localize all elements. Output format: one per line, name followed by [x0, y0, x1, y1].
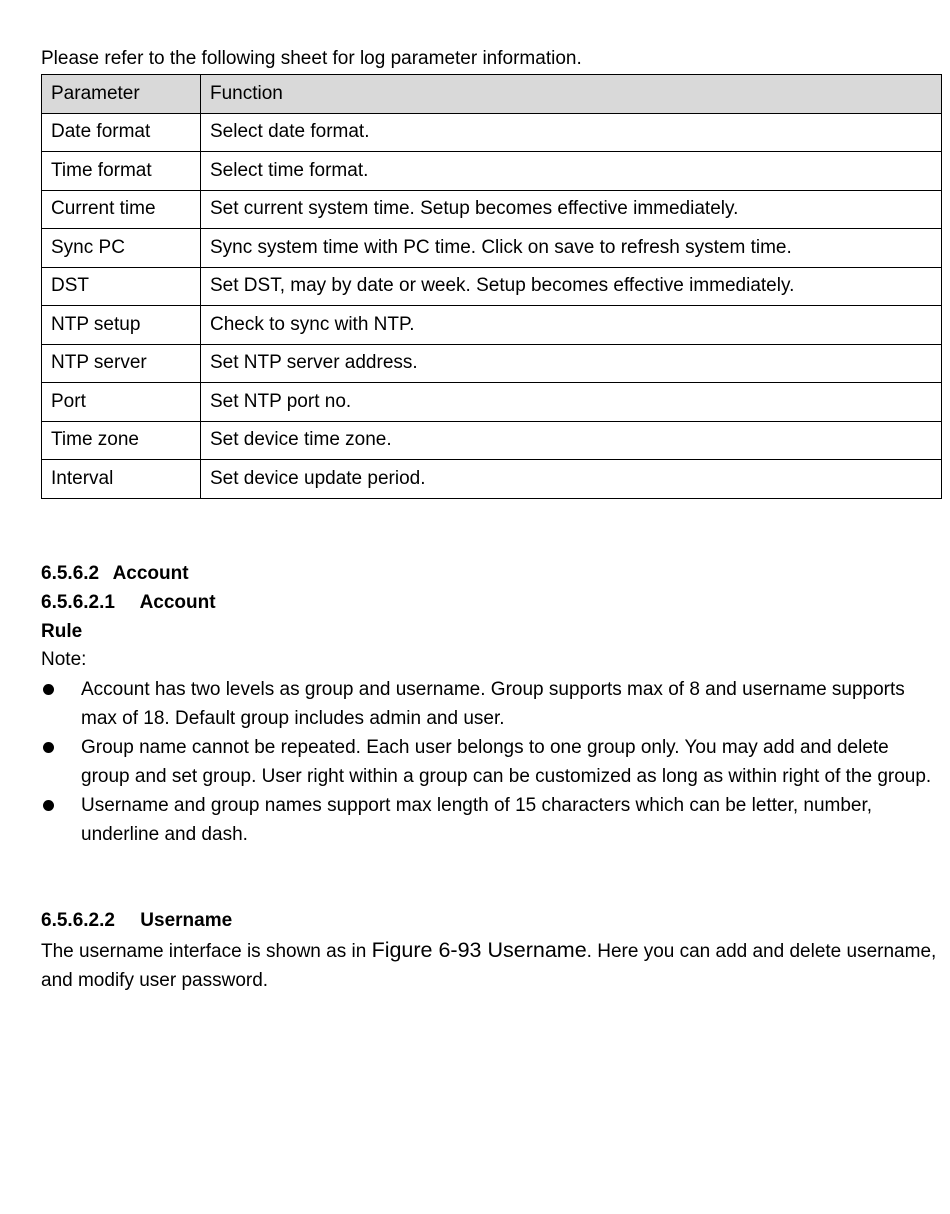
- parameter-table: [41, 74, 942, 499]
- header-parameter: Parameter: [42, 75, 201, 114]
- function-cell: Set device time zone.: [201, 421, 942, 460]
- function-cell: Check to sync with NTP.: [201, 306, 942, 345]
- table-row: [42, 190, 942, 229]
- heading-title: Account: [112, 563, 189, 584]
- list-item: [41, 791, 942, 849]
- parameter-cell: Port: [42, 383, 201, 422]
- parameter-cell: Sync PC: [42, 229, 201, 268]
- parameter-cell: NTP server: [42, 344, 201, 383]
- figure-reference-link[interactable]: Figure 6-93 Username: [371, 938, 587, 962]
- function-cell: Set NTP server address.: [201, 344, 942, 383]
- paragraph-text-after: . Here you can add and delete username, and modify user password.: [41, 941, 937, 991]
- bullet-icon: [43, 800, 54, 811]
- bullet-icon: [43, 742, 54, 753]
- list-item: [41, 733, 942, 791]
- rule-heading: Rule: [41, 621, 83, 642]
- table-row: [42, 460, 942, 499]
- heading-title: Account: [139, 592, 216, 613]
- rule-list: [41, 675, 942, 849]
- bullet-icon: [43, 684, 54, 695]
- paragraph-text-before: The username interface is shown as in: [41, 941, 372, 962]
- parameter-cell: Interval: [42, 460, 201, 499]
- parameter-cell: Date format: [42, 113, 201, 152]
- username-paragraph: [41, 936, 942, 995]
- heading-title: Username: [140, 910, 233, 931]
- function-cell: Set NTP port no.: [201, 383, 942, 422]
- list-item-text: Username and group names support max length of 15 characters which can be letter, number, underline and dash.: [81, 795, 873, 845]
- table-row: [42, 306, 942, 345]
- table-row: [42, 421, 942, 460]
- function-cell: Sync system time with PC time. Click on save to refresh system time.: [201, 229, 942, 268]
- table-row: [42, 383, 942, 422]
- parameter-cell: Time zone: [42, 421, 201, 460]
- function-cell: Set device update period.: [201, 460, 942, 499]
- note-label: Note:: [41, 649, 87, 670]
- header-function: Function: [201, 75, 942, 114]
- intro-text: Please refer to the following sheet for log parameter information.: [41, 48, 582, 69]
- function-cell: Set current system time. Setup becomes effective immediately.: [201, 190, 942, 229]
- parameter-cell: DST: [42, 267, 201, 306]
- table-row: [42, 113, 942, 152]
- function-cell: Select time format.: [201, 152, 942, 191]
- list-item-text: Group name cannot be repeated. Each user belongs to one group only. You may add and delete group and set group. User right within a group can be customized as long as within right of the group.: [81, 737, 932, 787]
- table-row: [42, 344, 942, 383]
- table-header-row: [42, 75, 942, 114]
- heading-number: 6.5.6.2.2: [41, 910, 115, 931]
- table-row: [42, 229, 942, 268]
- list-item: [41, 675, 942, 733]
- heading-username: [41, 909, 232, 933]
- list-item-text: Account has two levels as group and username. Group supports max of 8 and username supports max of 18. Default group includes admin and user.: [81, 679, 905, 729]
- heading-account: [41, 562, 189, 586]
- heading-number: 6.5.6.2: [41, 563, 100, 584]
- parameter-cell: NTP setup: [42, 306, 201, 345]
- table-row: [42, 152, 942, 191]
- parameter-cell: Current time: [42, 190, 201, 229]
- function-cell: Set DST, may by date or week. Setup becomes effective immediately.: [201, 267, 942, 306]
- function-cell: Select date format.: [201, 113, 942, 152]
- parameter-cell: Time format: [42, 152, 201, 191]
- heading-number: 6.5.6.2.1: [41, 592, 115, 613]
- heading-account-sub: [41, 591, 216, 615]
- table-row: [42, 267, 942, 306]
